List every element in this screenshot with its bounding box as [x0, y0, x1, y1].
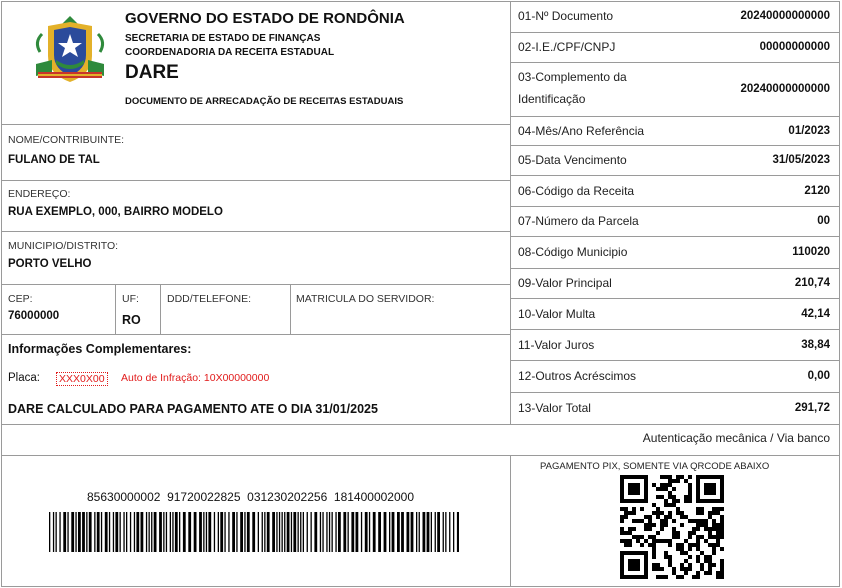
pix-qr-code-icon[interactable] — [620, 475, 724, 579]
cep-value: 76000000 — [8, 310, 60, 322]
header-subtitle: DOCUMENTO DE ARRECADAÇÃO DE RECEITAS ESTADUAIS — [125, 96, 404, 107]
uf-label: UF: — [122, 293, 139, 305]
field-label-line2: Identificação — [518, 92, 586, 106]
header-gov-title: GOVERNO DO ESTADO DE RONDÔNIA — [125, 10, 405, 27]
divider — [1, 334, 511, 335]
field-value: 210,74 — [794, 277, 830, 289]
pix-label: PAGAMENTO PIX, SOMENTE VIA QRCODE ABAIXO — [540, 461, 770, 472]
field-label: 10-Valor Multa — [518, 306, 596, 321]
uf-value: RO — [122, 313, 141, 327]
cep-label: CEP: — [8, 293, 33, 305]
field-value: 0,00 — [807, 370, 830, 382]
divider — [1, 180, 511, 181]
field-row — [511, 63, 840, 117]
field-label: 12-Outros Acréscimos — [518, 369, 637, 383]
field-label: 04-Mês/Ano Referência — [518, 123, 645, 138]
dare-title: DARE — [125, 62, 179, 83]
field-label: 13-Valor Total — [518, 400, 591, 415]
field-value: 31/05/2023 — [772, 154, 830, 166]
field-row — [511, 269, 840, 299]
field-label: 03-Complemento da — [518, 70, 627, 84]
info-title: Informações Complementares: — [8, 342, 192, 356]
field-value: 00 — [817, 215, 830, 227]
field-value: 20240000000000 — [740, 10, 830, 22]
divider — [510, 455, 511, 587]
endereco-label: ENDEREÇO: — [8, 188, 71, 200]
auto-infracao: Auto de Infração: 10X00000000 — [121, 372, 270, 384]
field-label: 06-Código da Receita — [518, 183, 635, 198]
municipio-value: PORTO VELHO — [8, 258, 92, 270]
field-row — [511, 237, 840, 269]
field-value: 42,14 — [801, 307, 830, 320]
barcode-digits: 85630000002 91720022825 031230202256 181400002000 — [87, 490, 414, 504]
header-coordenadoria: COORDENADORIA DA RECEITA ESTADUAL — [125, 47, 335, 58]
field-value: 20240000000000 — [740, 83, 830, 95]
field-value: 291,72 — [794, 401, 830, 414]
barcode-icon — [49, 512, 459, 552]
divider — [1, 124, 511, 125]
field-row — [511, 117, 840, 146]
field-label: 08-Código Municipio — [518, 245, 628, 259]
field-row — [511, 1, 840, 33]
field-row — [511, 33, 840, 63]
field-value: 01/2023 — [788, 124, 830, 137]
autenticacao-label: Autenticação mecânica / Via banco — [642, 431, 830, 445]
endereco-value: RUA EXEMPLO, 000, BAIRRO MODELO — [8, 206, 223, 218]
field-label: 07-Número da Parcela — [518, 214, 639, 228]
municipio-label: MUNICIPIO/DISTRITO: — [8, 240, 119, 252]
rondonia-coat-of-arms-icon — [30, 12, 110, 87]
field-row — [511, 393, 840, 424]
divider — [1, 455, 840, 456]
field-row — [511, 176, 840, 207]
field-value: 2120 — [804, 184, 830, 197]
contribuinte-value: FULANO DE TAL — [8, 154, 100, 166]
placa-value: XXX0X00 — [56, 372, 108, 386]
divider — [1, 424, 840, 425]
divider — [160, 284, 161, 334]
divider — [1, 231, 511, 232]
field-label: 05-Data Vencimento — [518, 153, 627, 167]
field-row — [511, 207, 840, 237]
header-secretaria: SECRETARIA DE ESTADO DE FINANÇAS — [125, 33, 321, 44]
contribuinte-label: NOME/CONTRIBUINTE: — [8, 134, 125, 146]
divider — [115, 284, 116, 334]
placa-label: Placa: — [8, 372, 40, 384]
divider — [290, 284, 291, 334]
divider — [1, 284, 511, 285]
field-label: 09-Valor Principal — [518, 276, 612, 290]
field-label: 01-Nº Documento — [518, 9, 614, 23]
field-row — [511, 361, 840, 393]
matricula-label: MATRICULA DO SERVIDOR: — [296, 293, 435, 305]
field-label: 11-Valor Juros — [518, 337, 595, 352]
field-label: 02-I.E./CPF/CNPJ — [518, 40, 616, 54]
field-row — [511, 146, 840, 176]
field-value: 38,84 — [801, 338, 830, 351]
field-row — [511, 330, 840, 361]
field-value: 00000000000 — [759, 41, 830, 53]
calculado-text: DARE CALCULADO PARA PAGAMENTO ATE O DIA 31/01/2025 — [8, 402, 378, 416]
ddd-label: DDD/TELEFONE: — [167, 293, 252, 305]
field-value: 110020 — [792, 246, 830, 258]
field-row — [511, 299, 840, 330]
